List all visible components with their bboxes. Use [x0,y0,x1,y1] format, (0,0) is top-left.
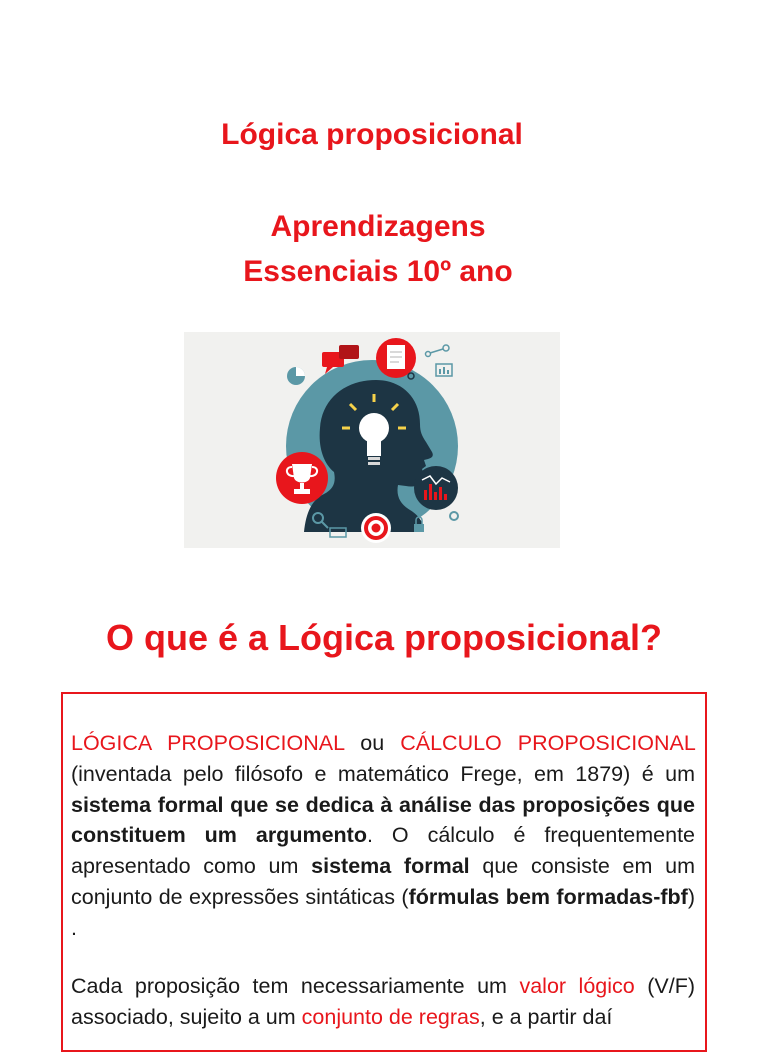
text-span: (V/F) associado, sujeito a um [71,974,695,1029]
network-icon [426,345,450,357]
subtitle-line-1: Aprendizagens [270,210,486,243]
target-icon [361,513,391,543]
trophy-icon [276,452,328,504]
text-span: . O cálculo é frequentemente apresentado como um [71,823,695,879]
page-title: Lógica proposicional [221,118,523,151]
pie-chart-icon [287,367,305,385]
text-span: ) . [71,884,695,940]
term-valor-logico: valor lógico [519,974,635,998]
subtitle-line-2: Essenciais 10º ano [243,255,513,288]
chart-board-icon [436,364,452,376]
text-span: (inventada pelo filósofo e matemático Frege, em 1879) é um [71,761,695,786]
section-question: O que é a Lógica proposicional? [105,617,663,658]
text-span: Cada proposição tem necessariamente um [71,974,520,998]
bold-text: sistema formal que se dedica à análise das proposições que constituem um argumento [71,792,695,848]
bold-text: fórmulas bem formadas-fbf [408,884,688,909]
gear-icon [450,512,458,520]
text-span: que consiste em um conjunto de expressões sintáticas ( [71,854,696,909]
illustration-graphic [184,332,560,548]
term-calculo-proposicional: CÁLCULO PROPOSICIONAL [400,731,695,755]
bold-text: sistema formal [311,854,470,879]
text-span: ou [344,731,401,755]
term-conjunto-de-regras: conjunto de regras [301,1004,480,1029]
bar-chart-icon [414,466,458,510]
definition-box [61,692,707,1052]
term-logica-proposicional: LÓGICA PROPOSICIONAL [71,731,345,755]
definition-paragraph-2 [71,971,695,1033]
definition-paragraph-1 [71,728,695,944]
text-span: , e a partir daí [479,1004,613,1029]
illustration [184,332,560,548]
